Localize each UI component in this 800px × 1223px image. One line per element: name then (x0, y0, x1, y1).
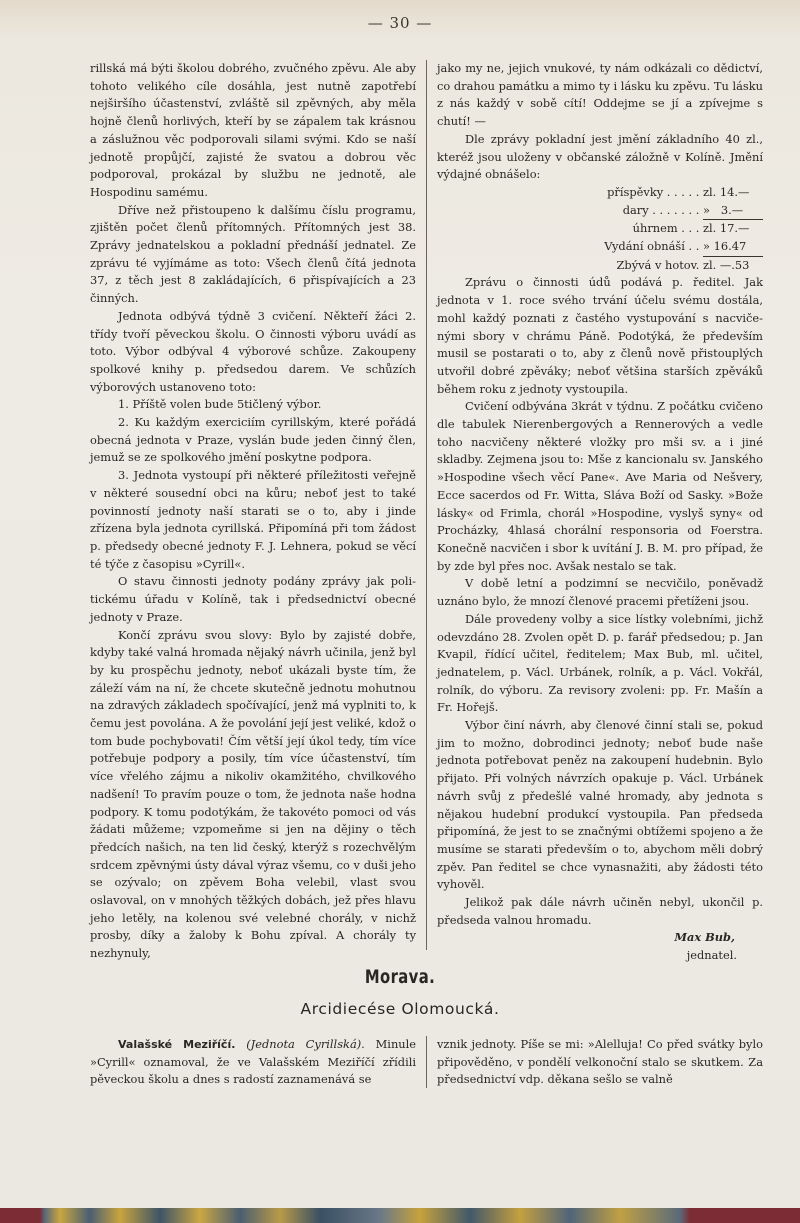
paragraph: Dále provedeny volby a sice lístky volebními, jichž odevzdáno 28. Zvolen opět D. p. farář předsedou; p. Jan Kvapil, řídící učitel, ředitelem; Max Bub, ml. učitel, jednatelem, p. Václ. Urbánek, rolník, a p. Václ. Vokřál, rolník, do výboru. Za revisory zvoleni: pp. Fr. Mašín a Fr. Hořejš. (437, 611, 763, 715)
paragraph: Jednota odbývá týdně 3 cvičení. Někteří žáci 2. třídy tvoří pěveckou školu. O činnosti výboru uvádí as toto. Výbor odbýval 4 výborové schůze. Zakoupeny spolkové knihy p. předsedou darem. Ve schůzích výborových ustanoveno toto: (90, 308, 416, 394)
section-subheading: Arcidiecése Olomoucká. (300, 1000, 500, 1018)
ledger-unit: » (703, 239, 710, 254)
left-column (90, 60, 416, 963)
signature-name: Max Bub, (674, 930, 735, 945)
ledger-unit: zl. (703, 221, 717, 236)
ledger-unit: zl. (703, 184, 717, 199)
ledger-label: příspěvky . . . . . (607, 184, 700, 199)
paragraph: V době letní a podzimní se necvičilo, poněvadž uznáno bylo, že mnozí členové pracemi přetíženi jsou. (437, 576, 763, 609)
ledger-amount: 3.— (720, 202, 744, 217)
ledger-row (437, 238, 763, 257)
place-name: Valašské Meziříčí. (118, 1038, 236, 1051)
section-left-column (90, 1036, 416, 1089)
paragraph: Končí zprávu svou slovy: Bylo by zajisté dobře, kdyby také valná hromada nějaký návrh učinila, jenž byl by ku prospěchu jednoty, neboť ukázali byste tím, že záleží vám na ní, že chcete skutečně jednotu mohutnou na zdravých základech spočívající, jenž má vyplniti to, k čemu jest povolána. A že povolání její jest veliké, kdož o tom bude pochybovati! Čím větší její úkol tedy, tím více potřebuje podpory a posily, tím více účastenství, tím více vřelého zájmu a nikoliv okamžitého, chvilkového nadšení! To pravím pouze o tom, že jednota naše hodna podpory. K tomu podotýkám, že takovéto pomoci od vás žádati můžeme; vzpomeňme si jen na dějiny o těch předcích našich, na ten lid český, kterýž s rozechvělým srdcem zpěvnými ústy dával výraz všemu, co v duši jeho se ozývalo; on zpěvem Boha velebil, vlast svou oslavoval, on v mnohých těžkých dobách, jež přes hlavu jeho letěly, na kolenou své velebné chorály, v nichž prosby, díky a žaloby k Bohu zpíval. A chorály ty nezhynuly, (90, 627, 416, 961)
signature-title: jednatel. (686, 948, 737, 963)
ledger-unit: zl. (703, 257, 717, 272)
paragraph-text: Minule »Cyrill« oznamoval, že ve Valašském Meziříčí zřídili pěveckou školu a dnes s radostí zaznamenává se (90, 1037, 417, 1087)
paragraph: jako my ne, jejich vnukové, ty nám odkázali co dědictví, co drahou památku a mimo ty i lásku ku zpěvu. Tu lásku z nás každý v sobě cítí! Oddejme se jí a zpívejme s chutí! — (437, 61, 763, 129)
paragraph: Jelikož pak dále návrh učiněn nebyl, ukončil p. předseda valnou hromadu. (437, 895, 763, 927)
ledger-amount: 14.— (719, 184, 750, 199)
list-item: 3. Jednota vystoupí při některé příležitosti veřejně v některé sousední obci na kůru; neboť jest to také povinností jednoty naší starati se o to, aby i jinde zřízena byla jednota cyrillská. Připomíná při tom žádost p. předsedy obecné jednoty F. J. Lehnera, pokud se věcí té týče z časopisu »Cyrill«. (90, 468, 416, 571)
ledger-label: Vydání obnáší . . (604, 239, 700, 254)
paragraph: Dle zprávy pokladní jest jmění základního 40 zl., kteréž jsou uloženy v občanské záložně v Kolíně. Jmění výdajné obnášelo: (437, 131, 763, 182)
organization-name: (Jednota Cyrillská). (246, 1037, 365, 1051)
ledger-unit: » (703, 202, 710, 217)
ledger-label: úhrnem . . . (632, 221, 700, 236)
paragraph: Cvičení odbývána 3krát v týdnu. Z počátku cvičeno dle tabulek Nierenbergových a Rennerových a vedle toho nacvičeny některé vložky pro mši sv. a i jiné skladby. Zejmena jsou to: Mše z kancionalu sv. Janského »Hospodine všech věcí Pane«. Ave Maria od Nešvery, Ecce sacerdos od Fr. Witta, Sláva Boží od Sasky. »Bože lásky« od Frimla, chorál »Hospodine, vyslyš syny« od Procházky, 4hlasá chorální responsoria od Foerstra. Konečně nacvičen i sbor k uvítání J. B. M. pro případ, že by zde byl přes noc. Avšak nestalo se tak. (437, 399, 763, 573)
paragraph: O stavu činnosti jednoty podány zprávy jak politickému úřadu v Kolíně, tak i předsednictví obecné jednoty v Praze. (90, 574, 416, 624)
ledger-row (437, 184, 763, 202)
section-heading: Morava. (364, 966, 436, 988)
ledger-amount: —.53 (719, 257, 750, 272)
ledger-amount: 17.— (719, 221, 750, 236)
paragraph: rillská má býti školou dobrého, zvučného zpěvu. Ale aby tohoto velikého cíle dosáhla, jest nutně zapotřebí nejširšího účastenství, zvláště sil zpěvných, aby měla hojně členů horlivých, kteří by se zápalem tak krásnou a záslužnou věc podporovali silami svými. Kdo se naší jednotě propůjčí, zajisté že svatou a dobrou věc podporoval, prokázal by službu ne jednotě, ale Hospodinu samému. (90, 61, 416, 199)
column-divider (426, 1036, 427, 1088)
page-number: — 30 — (367, 14, 433, 32)
column-divider (426, 60, 427, 950)
paragraph: vznik jednoty. Píše se mi: »Alelluja! Co před svátky bylo připověděno, v pondělí velkonoční stalo se skutkem. Za předsednictví vdp. děkana sešlo se valně (437, 1037, 763, 1087)
decorative-binding-band (0, 1208, 800, 1223)
paragraph: Dříve než přistoupeno k dalšímu číslu programu, zjištěn počet členů přítomných. Přítomných jest 38. Zprávy jednatelskou a pokladní přednáší jednatel. Ze zprávu té vyjímáme as toto: Všech členů čítá jednota 37, z těch jest 8 zakládajících, 6 přispívajících a 23 činných. (90, 202, 416, 306)
list-item: 1. Příště volen bude 5tičlený výbor. (118, 397, 322, 412)
right-column (437, 60, 763, 965)
ledger-label: dary . . . . . . . (622, 202, 700, 217)
list-item: 2. Ku každým exerciciím cyrillským, které pořádá obecná jednota v Praze, vyslán bude jeden činný člen, jemuž se ze spolkového jmění poskytne podpora. (90, 415, 416, 465)
ledger-row (437, 202, 763, 221)
paragraph (90, 1036, 416, 1089)
ledger-row (437, 257, 763, 275)
ledger-amount: 16.47 (713, 239, 747, 254)
paragraph: Zprávu o činnosti údů podává p. ředitel. Jak jednota v 1. roce svého trvání účelu svému dostála, mohl každý poznati z častého vystupování s nacvičenými sbory v chrámu Páně. Podotýká, že především musil se postarati o to, aby z členů nově přistouplých utvořil dobré zpěváky; neboť většina starších zpěváků během roku z jednoty vystoupila. (437, 275, 763, 396)
ledger-row (437, 220, 763, 238)
cash-ledger (437, 184, 763, 275)
ledger-label: Zbývá v hotov. (616, 257, 700, 272)
section-right-column (437, 1036, 763, 1089)
paragraph: Výbor činí návrh, aby členové činní stali se, pokud jim to možno, dobrodinci jednoty; neboť bude naše jednota potřebovat peněz na zakoupení hudebnin. Bylo přijato. Při volných návrzích opakuje p. Václ. Urbánek návrh svůj z předešlé valné hromady, aby jednota s nějakou hudební produkcí vystoupila. Pan předseda připomíná, že jest to se značnými obtížemi spojeno a že musíme se starati především o to, abychom měli dobrý zpěv. Pan ředitel se chce vynasnažiti, aby žádosti této vyhověl. (437, 718, 763, 892)
